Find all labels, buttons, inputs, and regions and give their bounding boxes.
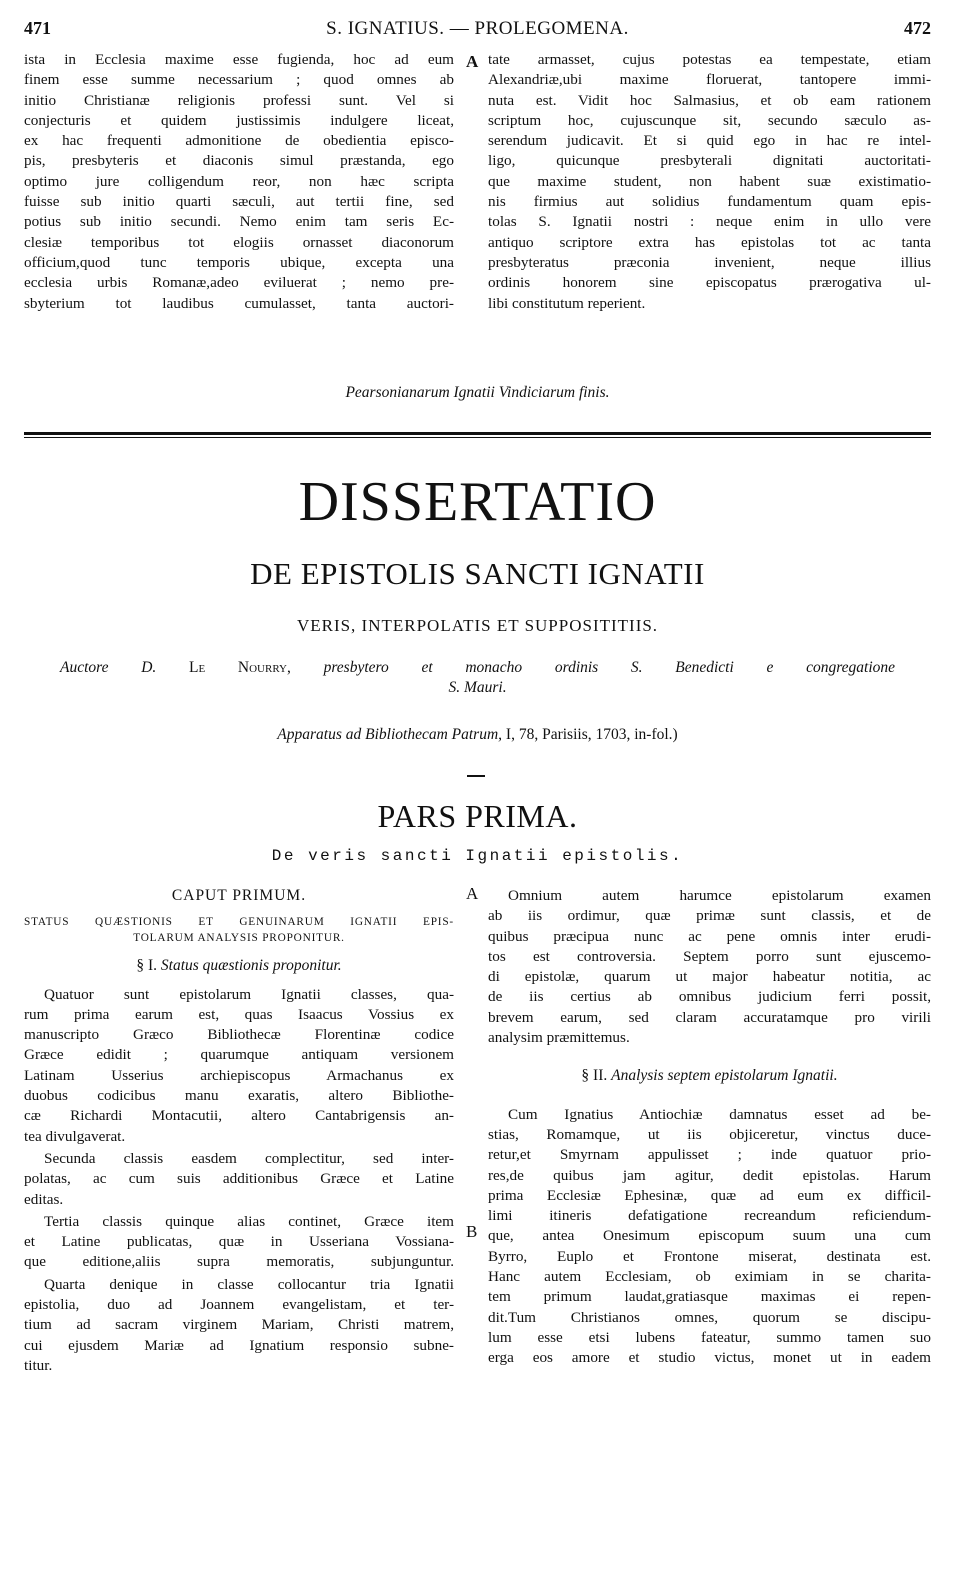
text-line: tos est controversia. Septem porro sunt ejuscemo- bbox=[488, 947, 931, 965]
text-line: tate armasset, cujus potestas ea tempestate, etiam bbox=[488, 51, 931, 68]
text-line: conjecturis et quidem justissimis indulgere liceat, bbox=[24, 111, 454, 129]
text-line: editas. bbox=[24, 1190, 64, 1208]
text-line: Tertia classis quinque alias continet, Græce item bbox=[44, 1212, 454, 1230]
text-line: antiquo scriptore extra has epistolas tot ac tanta bbox=[488, 233, 931, 251]
text-line: de iis certius ab omnibus judicium ferri possit, bbox=[488, 988, 931, 1006]
section-2-number: § II. bbox=[581, 1067, 608, 1085]
text-line: Byrro, Euplo et Frontone miserat, destinata est. bbox=[488, 1247, 931, 1265]
dissertation-title: DISSERTATIO bbox=[298, 471, 657, 533]
page-number-right: 472 bbox=[904, 18, 931, 38]
text-line: nis firmius aut solidius fundamentum quam epis- bbox=[488, 193, 931, 211]
text-line: Græce edidit ; quarumque antiquam versionem bbox=[24, 1046, 454, 1064]
text-line: cui ejusdem Mariæ ad Ignatium responsio subne- bbox=[24, 1336, 454, 1354]
margin-letter-b: B bbox=[466, 1222, 478, 1241]
running-title: S. IGNATIUS. — PROLEGOMENA. bbox=[326, 18, 629, 39]
page-number-left: 471 bbox=[24, 18, 51, 38]
bottom-left-column bbox=[24, 886, 454, 1378]
section-2-title: Analysis septem epistolarum Ignatii. bbox=[611, 1067, 838, 1085]
text-line: finem esse summe necessarium ; quod omnes ab bbox=[24, 71, 454, 89]
text-line: res,de quibus jam agitur, dedit epistolas. Harum bbox=[488, 1166, 931, 1184]
section-1-heading bbox=[24, 956, 454, 976]
text-line: Secunda classis easdem complectitur, sed inter- bbox=[44, 1149, 454, 1167]
text-line: Latinam Usserius archiepiscopus Armachanus ex bbox=[24, 1066, 454, 1084]
text-line: que editione,aliis supra memoratis, subjunguntur. bbox=[24, 1253, 454, 1271]
text-line: cæ Richardi Montacutii, altero Cantabrigensis an- bbox=[24, 1107, 454, 1125]
apparatus-reference bbox=[0, 726, 955, 744]
text-line: que, antea Onesimum episcopum suum una cum bbox=[488, 1227, 931, 1245]
text-line: tium ad sacram virginem Mariam, Christi matrem, bbox=[24, 1316, 454, 1334]
pars-subheading: De veris sancti Ignatii epistolis. bbox=[271, 847, 684, 865]
text-line: retur,et Smyrnam appulisset ; inde quatuor prio- bbox=[488, 1146, 931, 1164]
double-rule-thick bbox=[24, 432, 931, 435]
author-description: presbytero et monacho ordinis S. Benedicti e congregatione bbox=[323, 659, 896, 676]
text-line: scriptum hoc, cujuscunque sit, secundo sæculo as- bbox=[488, 111, 931, 129]
text-line: sbyterium tot laudibus cumulasset, tanta auctori- bbox=[24, 294, 454, 312]
text-line: manuscripto Græco Bibliothecæ Florentinæ codice bbox=[24, 1026, 454, 1044]
text-line: tolas S. Ignatii nostri : neque enim in ullo vere bbox=[488, 213, 931, 231]
status-heading bbox=[24, 914, 454, 946]
margin-letter-a-bottom: A bbox=[466, 884, 479, 903]
finis-line: Pearsonianarum Ignatii Vindiciarum finis. bbox=[345, 384, 610, 401]
text-line: ecclesia urbis Romanæ,adeo eviluerat ; nemo pre- bbox=[24, 274, 454, 292]
apparatus-italic: Apparatus ad Bibliothecam Patrum, bbox=[277, 726, 503, 743]
text-line: clesiæ temporibus tot elogiis ornasset diaconorum bbox=[24, 233, 454, 251]
text-line: Omnium autem harumce epistolarum examen bbox=[508, 887, 931, 904]
auctore-label: Auctore D. bbox=[60, 659, 157, 676]
text-line: pis, presbyteris et diaconis simul præstanda, ego bbox=[24, 152, 454, 170]
text-line: duobus codicibus manu exaratis, altero Bibliothe- bbox=[24, 1087, 454, 1105]
running-header bbox=[0, 18, 955, 44]
text-line: nuta est. Vidit hoc Salmasius, et ob eam rationem bbox=[488, 91, 931, 109]
text-line: fuisse sub initio quarti sæculi, aut tertii fine, sed bbox=[24, 193, 454, 211]
text-line: ligo, quicunque presbyterali dignitati auctoritati- bbox=[488, 152, 931, 170]
dissertation-subtitle: DE EPISTOLIS SANCTI IGNATII bbox=[250, 556, 705, 591]
dissertation-subtitle-2: VERIS, INTERPOLATIS ET SUPPOSITITIIS. bbox=[296, 616, 659, 635]
text-line: Alexandriæ,ubi maxime floruerat, tantopere immi- bbox=[488, 71, 931, 89]
paragraph-secunda bbox=[24, 1149, 454, 1210]
text-line: STATUS QUÆSTIONIS ET GENUINARUM IGNATII EPIS- bbox=[24, 916, 454, 929]
text-line: serendum judicavit. Et si quid ego in hac re intel- bbox=[488, 132, 931, 150]
caput-heading: CAPUT PRIMUM. bbox=[171, 887, 307, 904]
text-line: ordinis honorem sine episcopatus prærogativa ul- bbox=[488, 274, 931, 292]
text-line: potius sub initio secundi. Nemo enim tam seris Ec- bbox=[24, 213, 454, 231]
section-2-heading bbox=[488, 1066, 931, 1086]
separator-dash bbox=[467, 775, 485, 777]
text-line: tea divulgaverat. bbox=[24, 1127, 126, 1145]
double-rule-thin bbox=[24, 437, 931, 438]
pars-heading: PARS PRIMA. bbox=[377, 798, 578, 834]
text-line: di epistolæ, quarum ut major habeatur notitia, ac bbox=[488, 968, 931, 986]
text-line: initio Christianæ religionis professi sunt. Vel si bbox=[24, 91, 454, 109]
text-line: Cum Ignatius Antiochiæ damnatus esset ad be- bbox=[508, 1105, 931, 1123]
text-line: tem primum laudat,gratiasque maximas ei repen- bbox=[488, 1288, 931, 1306]
paragraph-cum-ignatius bbox=[488, 1105, 931, 1369]
paragraph-quatuor bbox=[24, 985, 454, 1147]
text-line: titur. bbox=[24, 1356, 53, 1374]
section-1-number: § I. bbox=[136, 957, 158, 975]
author-nourry: Nourry, bbox=[237, 659, 291, 676]
text-line: epistolia, duo ad Joannem evangelistam, et ter- bbox=[24, 1296, 454, 1314]
text-line: et Latine publicatas, quæ in Usseriana Vossiana- bbox=[24, 1233, 454, 1251]
bottom-right-column bbox=[488, 886, 931, 1371]
text-line: brevem earum, sed claram accuratamque pro virili bbox=[488, 1008, 931, 1026]
text-line: quibus præcipua nunc ac pene omnis inter erudi- bbox=[488, 927, 931, 945]
text-line: polatas, ac cum suis additionibus Græce et Latine bbox=[24, 1170, 454, 1188]
text-line: Hanc autem Ecclesiam, ob eximiam in se charita- bbox=[488, 1268, 931, 1286]
text-line: rum prima earum est, quas Isaacus Vossius ex bbox=[24, 1005, 454, 1023]
apparatus-rest: I, 78, Parisiis, 1703, in-fol.) bbox=[502, 726, 678, 743]
text-line: libi constitutum reperient. bbox=[488, 294, 646, 312]
author-line-2: S. Mauri. bbox=[448, 679, 507, 696]
text-line: prima Ecclesiæ Ephesinæ, quæ ad eum ex difficil- bbox=[488, 1186, 931, 1204]
paragraph-quarta bbox=[24, 1275, 454, 1376]
margin-letter-a-top: A bbox=[466, 52, 479, 71]
text-line: ab iis ordimur, quæ primæ sunt classis, et de bbox=[488, 907, 931, 925]
text-line: Quarta denique in classe collocantur tria Ignatii bbox=[44, 1275, 454, 1293]
text-line: que maxime student, non habent suæ existimatio- bbox=[488, 172, 931, 190]
paragraph-tertia bbox=[24, 1212, 454, 1273]
text-line: officium,quod tunc temporis ubique, excepta una bbox=[24, 253, 454, 271]
top-left-column bbox=[24, 50, 454, 314]
text-line: TOLARUM ANALYSIS PROPONITUR. bbox=[133, 932, 345, 945]
text-line: Quatuor sunt epistolarum Ignatii classes, qua- bbox=[44, 985, 454, 1003]
author-le: Le bbox=[189, 659, 206, 676]
author-line bbox=[60, 658, 895, 698]
text-line: dit.Tum Christianos omnes, quorum se discipu- bbox=[488, 1308, 931, 1326]
text-line: limi itineris defatigatione recreandum reficiendum- bbox=[488, 1207, 931, 1225]
text-line: stias, Romamque, ut iis objiceretur, vinctus duce- bbox=[488, 1125, 931, 1143]
text-line: analysim præmittemus. bbox=[488, 1029, 630, 1047]
section-1-title: Status quæstionis proponitur. bbox=[160, 957, 342, 975]
text-line: erga eos amore et studio victus, monet ut in eadem bbox=[488, 1349, 931, 1367]
text-line: lum esse etsi lubens fateatur, summo tamen suo bbox=[488, 1328, 931, 1346]
text-line: optimo jure colligendum reor, non hæc scripta bbox=[24, 172, 454, 190]
top-right-column bbox=[488, 50, 931, 314]
text-line: presbyteratus præconia invenient, neque illius bbox=[488, 253, 931, 271]
paragraph-omnium bbox=[488, 886, 931, 1048]
text-line: ista in Ecclesia maxime esse fugienda, hoc ad eum bbox=[24, 51, 454, 68]
text-line: ex hac frequenti admonitione de obedientia episco- bbox=[24, 132, 454, 150]
